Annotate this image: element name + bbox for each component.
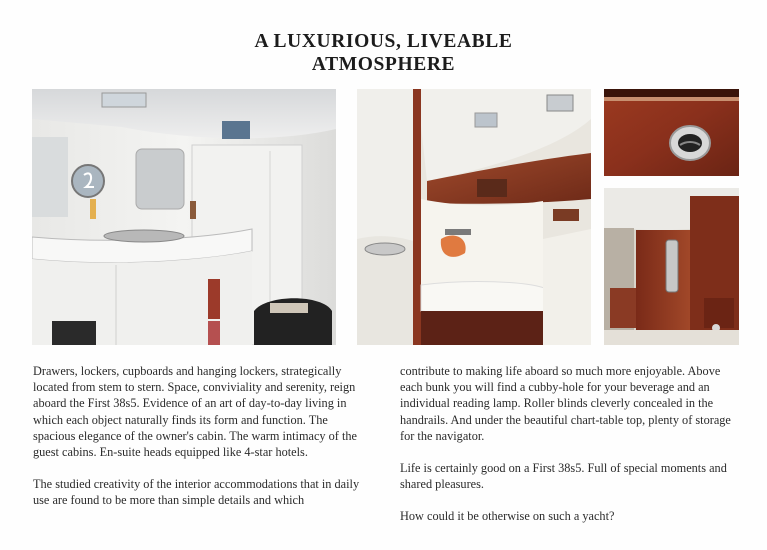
body-paragraph: Drawers, lockers, cupboards and hanging lockers, strategically located from stem to stern. Space, conviviality and serenity, reign aboard the First 38s5. Evidence of an art of day-to-day living in which each object naturally finds its form and function. The spacious elegance of the owner's cabin. The warm intimacy of the guest cabins. En-suite heads equipped like 4-star hotels. — [33, 364, 357, 460]
page-title — [0, 30, 767, 76]
porthole-illustration — [604, 89, 739, 176]
body-paragraph: How could it be otherwise on such a yacht? — [400, 509, 615, 524]
body-column-left — [33, 363, 368, 525]
bathroom-illustration — [32, 89, 336, 345]
cabin-photo — [357, 89, 591, 345]
title-line-2: ATMOSPHERE — [311, 54, 456, 75]
body-paragraph: Life is certainly good on a First 38s5. Full of special moments and shared pleasures. — [400, 461, 727, 492]
chart-table-illustration — [604, 188, 739, 345]
porthole-photo — [604, 89, 739, 176]
title-line-1: A LUXURIOUS, LIVEABLE — [254, 31, 513, 52]
cabin-illustration — [357, 89, 591, 345]
body-paragraph: contribute to making life aboard so much more enjoyable. Above each bunk you will find a cubby-hole for your beverage and an individual reading lamp. Roller blinds cleverly concealed in the handrails. And under the beautiful chart-table top, plenty of storage for the navigator. — [400, 364, 731, 443]
body-paragraph: The studied creativity of the interior accommodations that in daily use are found to be more than simple details and which — [33, 477, 360, 508]
bathroom-photo — [32, 89, 336, 345]
chart-table-photo — [604, 188, 739, 345]
body-column-right — [400, 363, 740, 541]
